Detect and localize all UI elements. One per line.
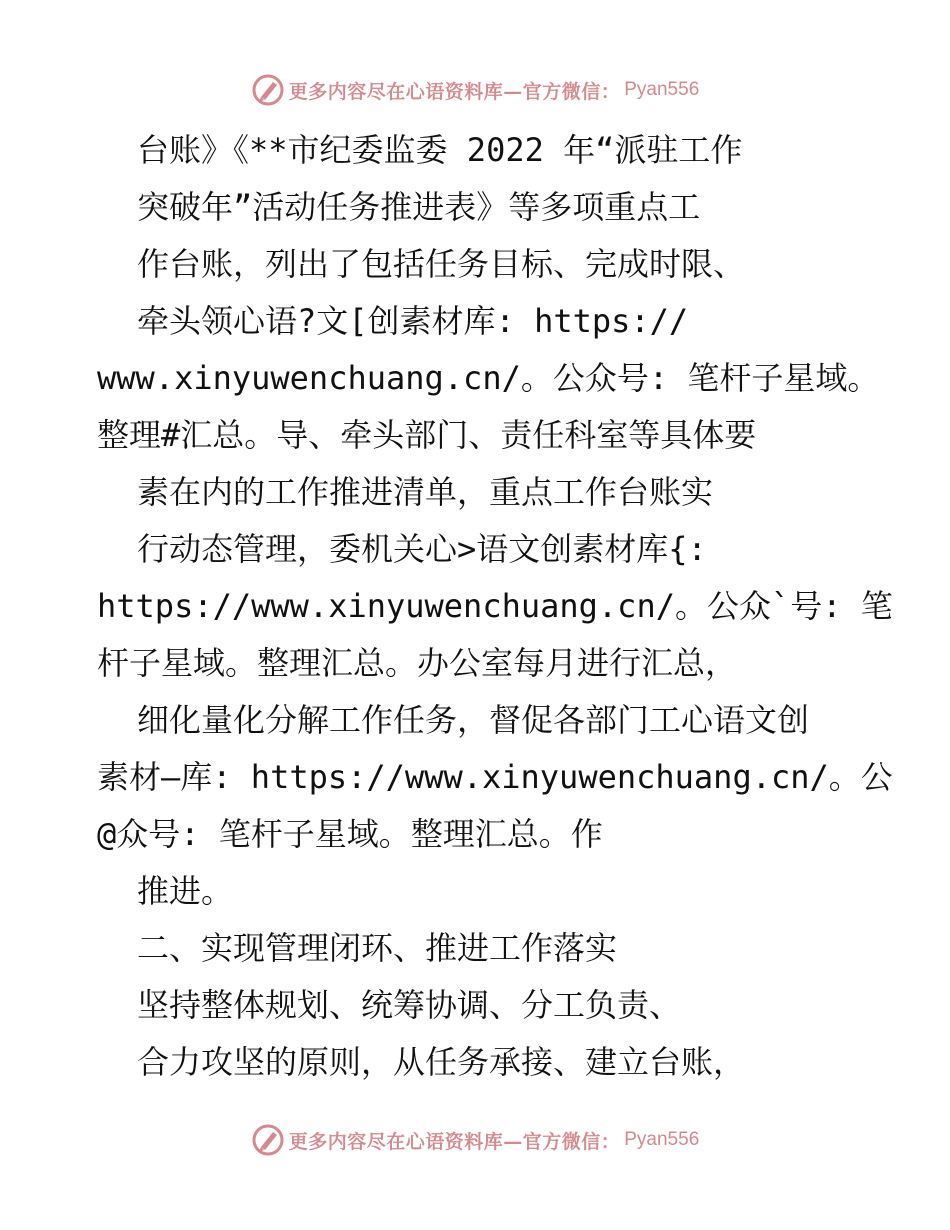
text-line: 合力攻坚的原则，从任务承接、建立台账， <box>137 1043 746 1081</box>
text-line: @众号: 笔杆子星域。整理汇总。作 <box>97 815 603 853</box>
document-body <box>0 122 950 1091</box>
text-line: 杆子星域。整理汇总。办公室每月进行汇总， <box>97 644 738 682</box>
text-line: www.xinyuwenchuang.cn/。公众号: 笔杆子星域。 <box>97 359 880 397</box>
watermark-text: 更多内容尽在心语资料库—官方微信： <box>288 1130 621 1153</box>
header-watermark <box>0 70 950 110</box>
watermark-text: 更多内容尽在心语资料库—官方微信： <box>288 80 621 103</box>
watermark-wechat-id: Pyan556 <box>624 79 700 100</box>
text-line: 素材—库: https://www.xinyuwenchuang.cn/。公 <box>97 758 893 796</box>
text-line: 台账》《**市纪委监委 2022 年“派驻工作 <box>137 131 743 169</box>
watermark-wechat-id: Pyan556 <box>624 1129 700 1150</box>
text-line: 细化量化分解工作任务，督促各部门工心语文创 <box>137 701 810 739</box>
text-line: 推进。 <box>137 872 234 910</box>
footer-watermark <box>0 1120 950 1160</box>
text-line: 坚持整体规划、统筹协调、分工负责、 <box>137 986 682 1024</box>
text-line: 整理#汇总。导、牵头部门、责任科室等具体要 <box>97 416 757 454</box>
text-line: 行动态管理，委机关心>语文创素材库{: <box>137 530 707 568</box>
text-line: 牵头领心语?文[创素材库: https:// <box>137 302 689 340</box>
text-line: 素在内的工作推进清单，重点工作台账实 <box>137 473 714 511</box>
pen-logo-icon <box>251 1123 285 1157</box>
pen-logo-icon <box>251 73 285 107</box>
text-line: 作台账，列出了包括任务目标、完成时限、 <box>137 245 746 283</box>
section-heading: 二、实现管理闭环、推进工作落实 <box>137 929 618 967</box>
text-line: https://www.xinyuwenchuang.cn/。公众`号: 笔 <box>97 587 893 625</box>
text-line: 突破年”活动任务推进表》等多项重点工 <box>137 188 701 226</box>
